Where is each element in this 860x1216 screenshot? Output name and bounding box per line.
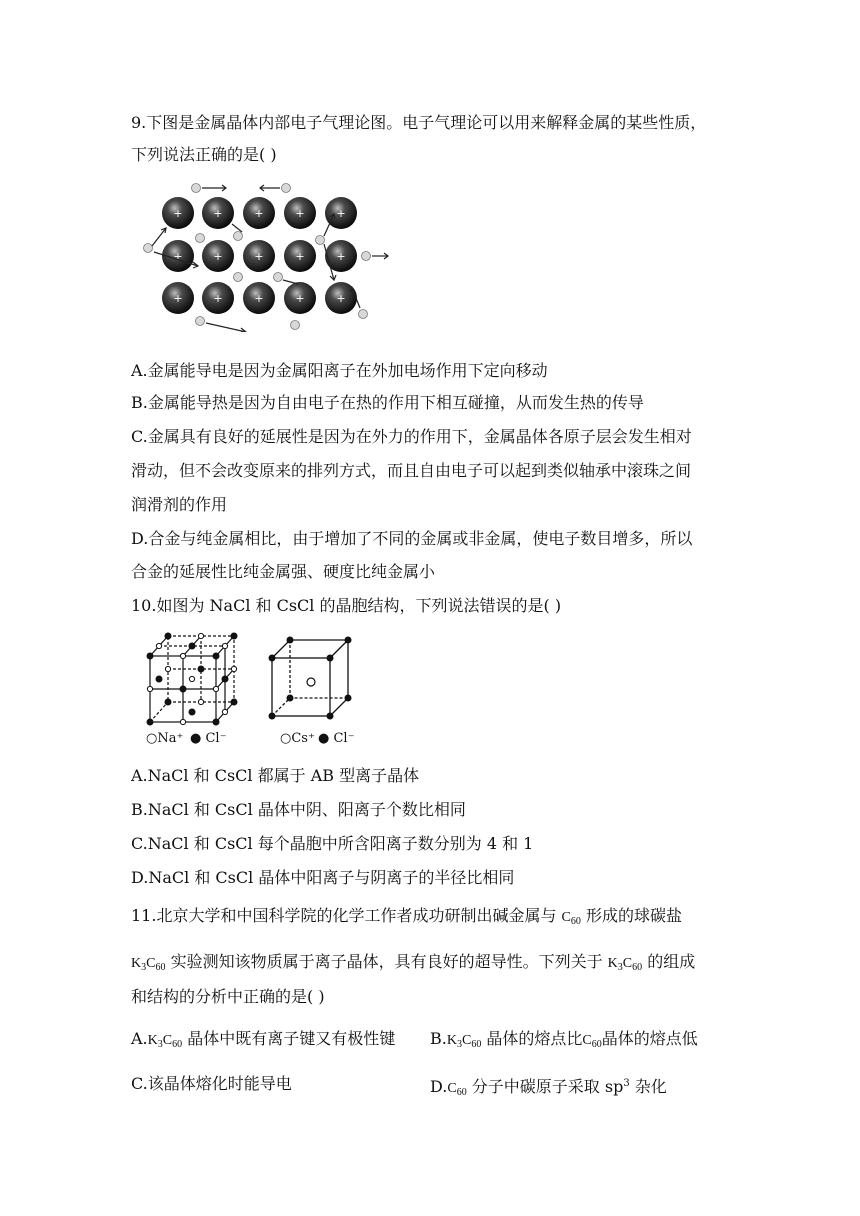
q9-option-a: A.金属能导电是因为金属阳离子在外加电场作用下定向移动 (131, 361, 548, 380)
cscl-unit-cell-figure (266, 634, 356, 726)
svg-text:+: + (213, 207, 223, 220)
cscl-legend-cs: ○Cs⁺ (280, 731, 315, 746)
svg-text:+: + (173, 292, 183, 305)
svg-text:+: + (295, 207, 305, 220)
svg-text:+: + (336, 250, 346, 263)
q9-option-c-line3: 润滑剂的作用 (131, 495, 228, 514)
q11-option-a: $A.K_3C_{60}$ 晶体中既有离子键又有极性键 (131, 1029, 396, 1050)
q11-option-c: C.该晶体熔化时能导电 (131, 1074, 292, 1093)
q11-option-d: $D.C_{60}$ 分子中碳原子采取 $sp^3$ 杂化 (430, 1077, 667, 1098)
q9-option-c-line1: C.金属具有良好的延展性是因为在外力的作用下，金属晶体各原子层会发生相对 (131, 427, 692, 446)
nacl-legend-cl: ● Cl⁻ (190, 731, 227, 746)
svg-text:+: + (336, 207, 346, 220)
svg-text:+: + (213, 292, 223, 305)
svg-text:+: + (254, 250, 264, 263)
svg-text:+: + (336, 292, 346, 305)
q10-stem: 10.如图为 NaCl 和 CsCl 的晶胞结构，下列说法错误的是( ) (131, 596, 562, 615)
q10-option-d: D.NaCl 和 CsCl 晶体中阳离子与阴离子的半径比相同 (131, 868, 515, 887)
svg-text:+: + (173, 207, 183, 220)
q9-option-d-line2: 合金的延展性比纯金属强、硬度比纯金属小 (131, 562, 436, 581)
q11-stem-line2: $K_3C_{60}$ 实验测知该物质属于离子晶体，具有良好的超导性。下列关于 $K_3C_{60}$ 的组成 (131, 952, 696, 973)
cscl-legend-cl: ● Cl⁻ (318, 731, 355, 746)
svg-text:+: + (295, 250, 305, 263)
svg-text:+: + (295, 292, 305, 305)
q9-option-d-line1: D.合金与纯金属相比，由于增加了不同的金属或非金属，使电子数目增多，所以 (131, 529, 693, 548)
c60-formula: $C_{60}$ (561, 910, 581, 927)
q10-option-a: A.NaCl 和 CsCl 都属于 AB 型离子晶体 (131, 766, 420, 785)
svg-text:+: + (254, 292, 264, 305)
svg-text:+: + (213, 250, 223, 263)
q10-option-c: C.NaCl 和 CsCl 每个晶胞中所含阳离子数分别为 4 和 1 (131, 834, 534, 853)
nacl-legend-na: ○Na⁺ (146, 731, 184, 746)
q11-option-b: $B.K_3C_{60}$ 晶体的熔点比$C_{60}$晶体的熔点低 (430, 1029, 698, 1050)
electron-gas-figure (138, 180, 390, 332)
k3c60-formula: $K_3C_{60}$ (607, 956, 643, 973)
q9-stem-line2: 下列说法正确的是( ) (131, 145, 277, 164)
svg-text:+: + (173, 250, 183, 263)
q11-stem-line3: 和结构的分析中正确的是( ) (131, 987, 325, 1006)
svg-text:+: + (254, 207, 264, 220)
k3c60-formula: $K_3C_{60}$ (131, 956, 166, 973)
q9-option-c-line2: 滑动，但不会改变原来的排列方式，而且自由电子可以起到类似轴承中滚珠之间 (131, 461, 692, 480)
q9-option-b: B.金属能导热是因为自由电子在热的作用下相互碰撞，从而发生热的传导 (131, 393, 644, 412)
q9-stem-line1: 9.下图是金属晶体内部电子气理论图。电子气理论可以用来解释金属的某些性质， (131, 113, 707, 132)
q11-stem-line1: 11.北京大学和中国科学院的化学工作者成功研制出碱金属与 $C_{60}$ 形成的球碳盐 (131, 906, 682, 927)
q10-option-b: B.NaCl 和 CsCl 晶体中阴、阳离子个数比相同 (131, 800, 466, 819)
nacl-unit-cell-figure (138, 628, 248, 730)
